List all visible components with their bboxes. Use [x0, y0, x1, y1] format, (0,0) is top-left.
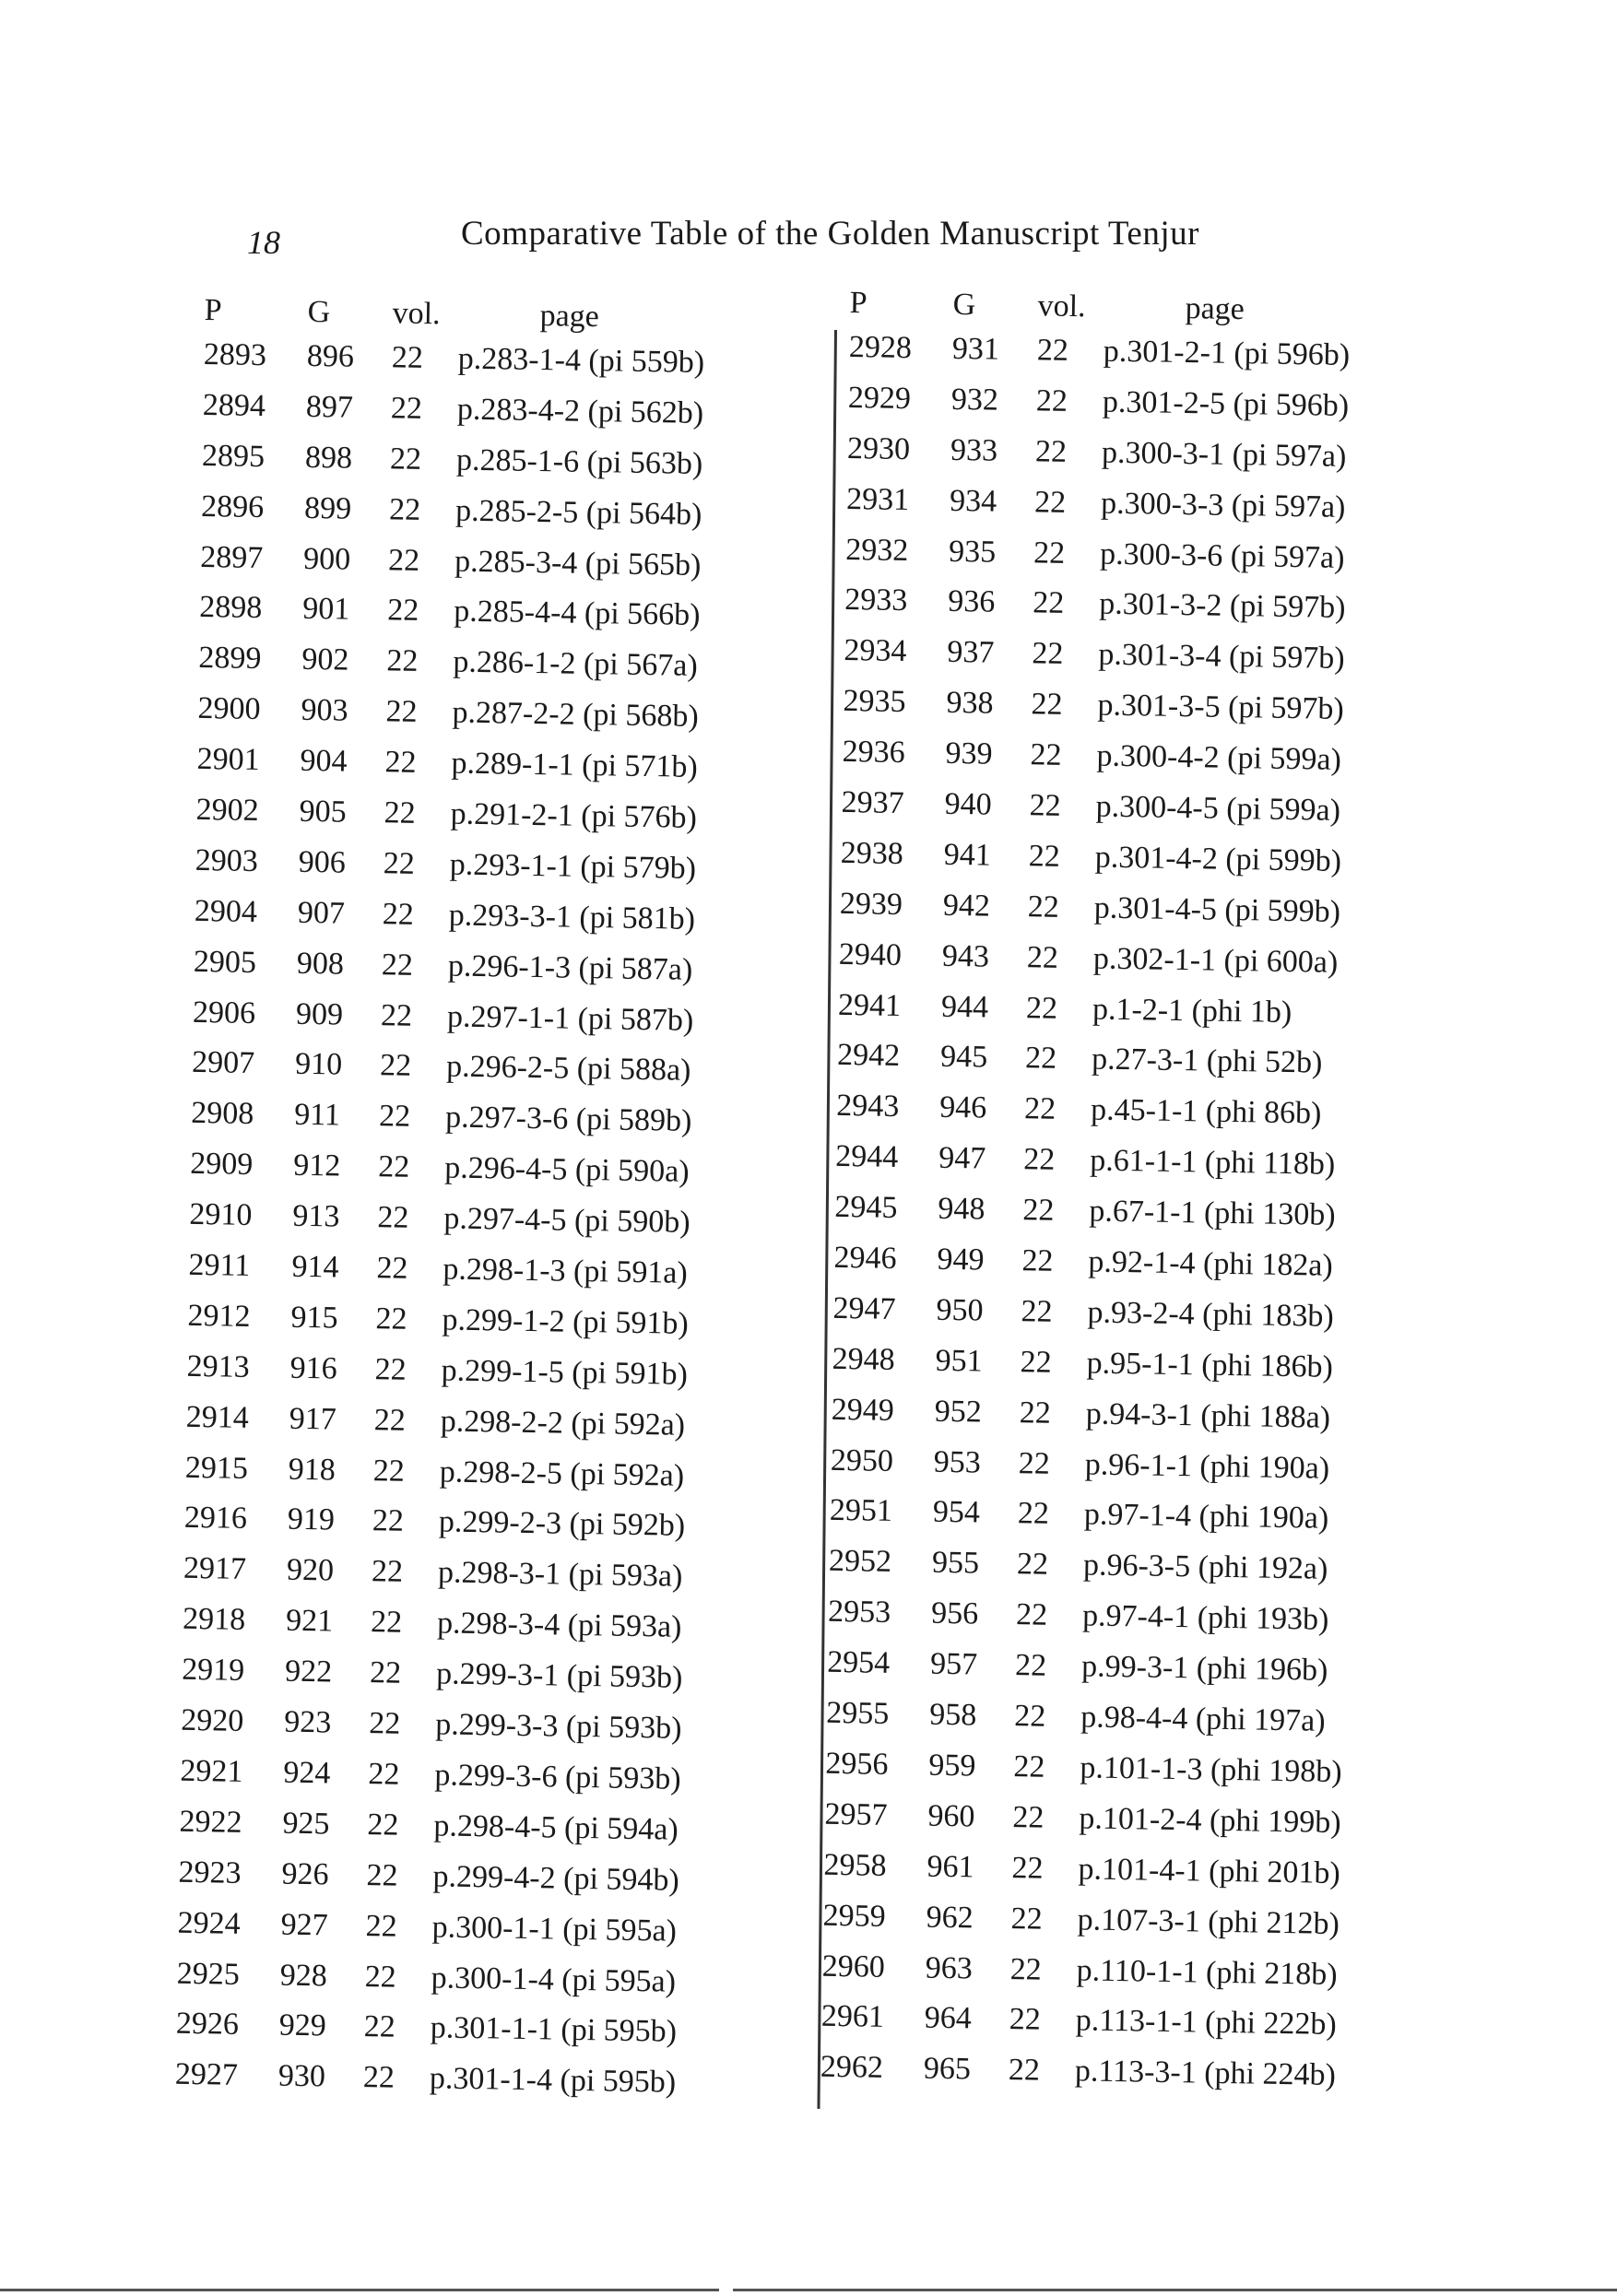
cell-page: p.301-3-2 (pi 597b)	[1099, 586, 1346, 626]
cell-g: 941	[943, 837, 992, 873]
header-p: P	[204, 293, 222, 328]
cell-vol: 22	[367, 1807, 399, 1843]
cell-g: 956	[930, 1595, 979, 1631]
header-page: page	[1185, 291, 1245, 327]
cell-page: p.296-2-5 (pi 588a)	[445, 1049, 691, 1089]
cell-g: 950	[936, 1292, 984, 1328]
cell-vol: 22	[363, 2009, 396, 2045]
cell-p: 2948	[832, 1341, 895, 1377]
cell-g: 905	[299, 794, 347, 830]
cell-vol: 22	[369, 1655, 402, 1690]
cell-page: p.296-1-3 (pi 587a)	[447, 948, 693, 987]
cell-p: 2928	[848, 329, 913, 366]
cell-g: 964	[924, 2000, 973, 2036]
table-row	[174, 2057, 839, 2119]
cell-page: p.300-4-5 (pi 599a)	[1095, 789, 1341, 828]
cell-p: 2898	[199, 590, 263, 626]
cell-p: 2919	[181, 1652, 245, 1689]
cell-p: 2933	[844, 583, 908, 618]
cell-page: p.61-1-1 (phi 118b)	[1089, 1143, 1336, 1183]
cell-g: 931	[951, 331, 1000, 367]
cell-g: 943	[941, 938, 990, 974]
cell-vol: 22	[374, 1352, 407, 1387]
cell-page: p.301-3-4 (pi 597b)	[1098, 637, 1345, 677]
cell-p: 2912	[187, 1298, 251, 1334]
cell-g: 898	[304, 440, 353, 476]
cell-g: 928	[279, 1958, 328, 1993]
cell-vol: 22	[368, 1706, 401, 1741]
cell-page: p.101-1-3 (phi 198b)	[1080, 1750, 1342, 1790]
cell-page: p.300-3-6 (pi 597a)	[1099, 536, 1345, 575]
cell-page: p.113-3-1 (phi 224b)	[1074, 2054, 1337, 2093]
cell-p: 2950	[830, 1442, 894, 1478]
cell-p: 2944	[835, 1139, 899, 1175]
cell-page: p.101-4-1 (phi 201b)	[1078, 1852, 1341, 1890]
cell-vol: 22	[387, 593, 419, 629]
cell-p: 2951	[829, 1493, 893, 1529]
cell-vol: 22	[1013, 1749, 1045, 1784]
header-g: G	[952, 287, 976, 323]
cell-g: 959	[928, 1748, 976, 1784]
bottom-rule	[0, 2289, 719, 2291]
cell-vol: 22	[386, 643, 419, 679]
cell-page: p.107-3-1 (phi 212b)	[1077, 1902, 1340, 1941]
cell-vol: 22	[1034, 434, 1068, 469]
cell-p: 2955	[826, 1695, 890, 1731]
cell-page: p.283-4-2 (pi 562b)	[456, 392, 704, 430]
cell-p: 2937	[841, 784, 905, 821]
cell-page: p.285-2-5 (pi 564b)	[454, 493, 702, 532]
cell-g: 948	[938, 1191, 986, 1227]
cell-page: p.113-1-1 (phi 222b)	[1075, 2003, 1338, 2043]
cell-p: 2945	[834, 1190, 898, 1226]
cell-g: 911	[293, 1098, 341, 1133]
cell-vol: 22	[1023, 1142, 1056, 1178]
cell-vol: 22	[368, 1757, 400, 1792]
bottom-rule	[733, 2289, 1617, 2291]
cell-p: 2940	[838, 936, 903, 972]
cell-page: p.283-1-4 (pi 559b)	[457, 341, 705, 380]
cell-vol: 22	[1023, 1091, 1056, 1127]
cell-p: 2901	[196, 742, 260, 778]
cell-g: 908	[296, 946, 345, 982]
cell-p: 2947	[832, 1290, 896, 1326]
cell-p: 2897	[199, 539, 264, 575]
cell-vol: 22	[380, 997, 413, 1033]
cell-page: p.98-4-4 (phi 197a)	[1080, 1700, 1326, 1738]
cell-g: 933	[950, 432, 998, 468]
cell-p: 2913	[186, 1348, 250, 1384]
cell-vol: 22	[366, 1857, 398, 1893]
cell-page: p.286-1-2 (pi 567a)	[453, 644, 698, 684]
cell-vol: 22	[1030, 737, 1062, 772]
cell-vol: 22	[378, 1149, 410, 1185]
cell-g: 952	[934, 1394, 983, 1430]
cell-g: 917	[289, 1401, 337, 1437]
cell-p: 2954	[826, 1644, 891, 1681]
cell-page: p.297-1-1 (pi 587b)	[446, 999, 694, 1038]
cell-g: 947	[938, 1140, 986, 1176]
cell-page: p.298-3-1 (pi 593a)	[437, 1555, 683, 1595]
cell-g: 901	[302, 592, 350, 628]
cell-g: 949	[937, 1242, 985, 1278]
cell-page: p.300-3-1 (pi 597a)	[1101, 435, 1347, 474]
cell-g: 934	[949, 483, 997, 519]
cell-p: 2904	[194, 893, 258, 929]
cell-g: 910	[294, 1047, 343, 1083]
cell-p: 2921	[180, 1753, 243, 1789]
cell-vol: 22	[1036, 333, 1069, 368]
cell-vol: 22	[1033, 535, 1066, 571]
cell-g: 921	[285, 1603, 334, 1639]
cell-vol: 22	[387, 542, 420, 578]
cell-p: 2927	[174, 2057, 239, 2093]
cell-vol: 22	[1017, 1496, 1050, 1532]
cell-g: 915	[290, 1300, 338, 1336]
cell-vol: 22	[1019, 1395, 1052, 1431]
cell-page: p.285-3-4 (pi 565b)	[454, 544, 702, 583]
cell-page: p.298-3-4 (pi 593a)	[436, 1606, 682, 1645]
cell-vol: 22	[1033, 585, 1065, 621]
cell-page: p.67-1-1 (phi 130b)	[1089, 1194, 1336, 1233]
cell-p: 2903	[195, 842, 259, 878]
cell-p: 2893	[203, 336, 267, 373]
cell-p: 2946	[833, 1240, 897, 1277]
cell-p: 2906	[192, 995, 256, 1030]
cell-page: p.299-1-2 (pi 591b)	[442, 1302, 690, 1341]
cell-g: 897	[305, 389, 354, 425]
cell-p: 2922	[179, 1804, 242, 1840]
cell-g: 914	[291, 1249, 339, 1285]
cell-p: 2924	[177, 1905, 241, 1941]
cell-g: 935	[948, 534, 997, 570]
cell-vol: 22	[1029, 788, 1061, 823]
cell-page: p.301-2-1 (pi 596b)	[1103, 334, 1351, 372]
cell-p: 2908	[190, 1096, 254, 1132]
cell-vol: 22	[389, 442, 422, 477]
cell-p: 2923	[178, 1854, 242, 1890]
cell-g: 960	[927, 1798, 975, 1834]
cell-g: 906	[298, 844, 347, 880]
cell-page: p.287-2-2 (pi 568b)	[452, 695, 700, 735]
cell-vol: 22	[1033, 485, 1067, 520]
page-number: 18	[247, 224, 280, 261]
cell-p: 2926	[175, 2007, 240, 2043]
cell-vol: 22	[372, 1453, 406, 1489]
cell-vol: 22	[1013, 1699, 1046, 1734]
cell-p: 2932	[844, 532, 909, 568]
cell-page: p.299-4-2 (pi 594b)	[432, 1859, 680, 1898]
table-row	[820, 2050, 1484, 2112]
cell-g: 945	[939, 1040, 988, 1076]
cell-vol: 22	[1028, 839, 1061, 874]
cell-page: p.96-1-1 (phi 190a)	[1084, 1446, 1330, 1486]
cell-page: p.285-4-4 (pi 566b)	[454, 594, 701, 633]
cell-g: 925	[282, 1806, 330, 1842]
cell-g: 963	[925, 1950, 974, 1985]
cell-page: p.300-1-4 (pi 595a)	[431, 1960, 677, 1999]
cell-page: p.1-2-1 (phi 1b)	[1092, 992, 1292, 1030]
cell-p: 2925	[176, 1956, 241, 1992]
cell-page: p.97-1-4 (phi 190a)	[1083, 1497, 1329, 1537]
cell-vol: 22	[384, 795, 416, 830]
cell-p: 2941	[837, 987, 902, 1023]
cell-g: 903	[301, 693, 348, 728]
header-g: G	[307, 294, 331, 330]
cell-page: p.301-4-2 (pi 599b)	[1094, 840, 1342, 878]
cell-p: 2915	[184, 1450, 249, 1486]
header-vol: vol.	[392, 296, 441, 332]
cell-vol: 22	[391, 340, 424, 375]
cell-page: p.296-4-5 (pi 590a)	[443, 1150, 690, 1190]
cell-page: p.301-4-5 (pi 599b)	[1093, 890, 1341, 929]
cell-g: 940	[944, 786, 992, 822]
cell-g: 962	[926, 1900, 974, 1936]
cell-p: 2961	[820, 1999, 885, 2035]
cell-vol: 22	[365, 1908, 397, 1944]
cell-page: p.92-1-4 (phi 182a)	[1088, 1244, 1334, 1283]
cell-p: 2939	[839, 886, 903, 922]
cell-p: 2956	[825, 1746, 889, 1782]
cell-page: p.298-2-2 (pi 592a)	[440, 1404, 686, 1442]
cell-page: p.299-3-3 (pi 593b)	[434, 1707, 682, 1746]
cell-vol: 22	[375, 1301, 407, 1336]
cell-p: 2960	[821, 1949, 886, 1984]
cell-page: p.289-1-1 (pi 571b)	[451, 746, 699, 785]
cell-vol: 22	[1022, 1193, 1055, 1228]
cell-page: p.293-1-1 (pi 579b)	[449, 847, 697, 886]
cell-vol: 22	[1009, 2002, 1042, 2038]
cell-vol: 22	[1008, 2053, 1041, 2088]
cell-p: 2896	[200, 489, 265, 524]
cell-p: 2957	[824, 1796, 888, 1832]
cell-g: 944	[940, 989, 989, 1025]
cell-vol: 22	[1020, 1345, 1052, 1380]
cell-g: 946	[938, 1090, 987, 1125]
cell-p: 2962	[820, 2050, 884, 2086]
cell-page: p.96-3-5 (phi 192a)	[1082, 1548, 1328, 1587]
cell-page: p.300-1-1 (pi 595a)	[431, 1909, 678, 1949]
cell-g: 929	[278, 2008, 327, 2043]
cell-g: 900	[302, 541, 351, 577]
cell-vol: 22	[362, 2060, 395, 2095]
cell-p: 2916	[183, 1501, 248, 1537]
cell-page: p.299-1-5 (pi 591b)	[441, 1353, 689, 1392]
cell-g: 907	[297, 895, 346, 931]
cell-p: 2895	[201, 438, 266, 474]
cell-page: p.299-2-3 (pi 592b)	[438, 1504, 686, 1544]
cell-vol: 22	[1009, 1951, 1043, 1987]
cell-g: 937	[947, 635, 995, 670]
cell-p: 2929	[847, 380, 912, 416]
header-p: P	[849, 286, 868, 321]
cell-g: 922	[284, 1654, 333, 1690]
cell-vol: 22	[1018, 1445, 1051, 1481]
cell-vol: 22	[1014, 1648, 1047, 1683]
cell-g: 918	[288, 1452, 336, 1488]
cell-g: 958	[929, 1697, 977, 1733]
cell-vol: 22	[1026, 939, 1059, 975]
cell-p: 2909	[190, 1147, 254, 1183]
cell-g: 923	[284, 1704, 332, 1740]
cell-vol: 22	[384, 745, 417, 780]
cell-page: p.95-1-1 (phi 186b)	[1086, 1346, 1334, 1384]
table-body	[174, 337, 868, 2119]
header-page: page	[539, 299, 600, 335]
cell-vol: 22	[381, 947, 414, 983]
cell-p: 2942	[836, 1038, 901, 1074]
cell-page: p.94-3-1 (phi 188a)	[1085, 1396, 1331, 1435]
cell-page: p.301-2-5 (pi 596b)	[1102, 384, 1350, 423]
cell-vol: 22	[364, 1959, 397, 1995]
cell-p: 2894	[202, 387, 266, 423]
cell-vol: 22	[1016, 1547, 1049, 1583]
cell-p: 2953	[827, 1595, 891, 1631]
cell-g: 954	[932, 1495, 981, 1531]
cell-p: 2930	[846, 430, 911, 466]
cell-vol: 22	[1021, 1243, 1054, 1278]
cell-page: p.298-2-5 (pi 592a)	[439, 1454, 685, 1493]
cell-vol: 22	[1021, 1294, 1053, 1329]
cell-p: 2934	[844, 633, 907, 669]
cell-vol: 22	[388, 492, 421, 527]
cell-g: 924	[283, 1755, 331, 1791]
cell-page: p.301-3-5 (pi 597b)	[1097, 688, 1345, 727]
cell-p: 2949	[831, 1392, 895, 1428]
cell-g: 899	[303, 490, 352, 526]
cell-vol: 22	[371, 1554, 404, 1590]
cell-page: p.45-1-1 (phi 86b)	[1090, 1092, 1322, 1131]
cell-g: 961	[927, 1849, 974, 1885]
cell-g: 930	[277, 2058, 326, 2094]
cell-p: 2900	[197, 691, 261, 727]
cell-g: 955	[931, 1546, 980, 1581]
cell-page: p.298-4-5 (pi 594a)	[433, 1808, 679, 1847]
cell-g: 965	[923, 2051, 972, 2087]
cell-vol: 22	[390, 391, 423, 426]
cell-g: 926	[281, 1856, 329, 1892]
cell-g: 932	[950, 382, 999, 418]
table-body	[820, 330, 1513, 2112]
cell-page: p.301-1-1 (pi 595b)	[430, 2010, 678, 2050]
cell-g: 916	[289, 1350, 337, 1386]
cell-p: 2935	[843, 684, 906, 720]
cell-page: p.302-1-1 (pi 600a)	[1092, 941, 1339, 980]
cell-vol: 22	[370, 1605, 403, 1641]
cell-g: 953	[933, 1444, 982, 1480]
cell-page: p.101-2-4 (phi 199b)	[1079, 1801, 1341, 1840]
cell-p: 2938	[840, 835, 904, 871]
cell-p: 2959	[822, 1898, 886, 1934]
cell-vol: 22	[372, 1503, 405, 1539]
cell-vol: 22	[1011, 1850, 1044, 1886]
cell-page: p.297-3-6 (pi 589b)	[444, 1100, 692, 1139]
cell-g: 920	[286, 1553, 335, 1588]
cell-vol: 22	[376, 1251, 408, 1286]
cell-p: 2902	[195, 792, 260, 829]
cell-g: 939	[945, 736, 993, 771]
cell-page: p.291-2-1 (pi 576b)	[450, 796, 698, 835]
cell-g: 927	[280, 1907, 328, 1943]
cell-g: 913	[292, 1198, 340, 1234]
cell-p: 2918	[182, 1602, 246, 1638]
cell-g: 919	[287, 1502, 336, 1538]
cell-page: p.293-3-1 (pi 581b)	[448, 898, 696, 936]
cell-g: 909	[295, 996, 344, 1032]
cell-vol: 22	[377, 1200, 409, 1235]
cell-vol: 22	[385, 694, 418, 730]
cell-p: 2914	[185, 1399, 250, 1435]
cell-p: 2936	[842, 735, 905, 771]
cell-g: 936	[948, 584, 996, 620]
cell-p: 2952	[828, 1544, 892, 1580]
cell-page: p.93-2-4 (phi 183b)	[1087, 1295, 1335, 1334]
cell-g: 951	[935, 1343, 983, 1379]
cell-g: 904	[300, 743, 348, 779]
table-left-column	[174, 293, 868, 2119]
cell-page: p.99-3-1 (phi 196b)	[1080, 1649, 1328, 1688]
cell-vol: 22	[373, 1402, 407, 1438]
cell-page: p.300-3-3 (pi 597a)	[1100, 486, 1346, 524]
running-title: Comparative Table of the Golden Manuscript Tenjur	[461, 215, 1199, 253]
cell-page: p.298-1-3 (pi 591a)	[443, 1252, 689, 1290]
cell-p: 2920	[181, 1702, 244, 1738]
cell-vol: 22	[1035, 383, 1068, 418]
cell-page: p.297-4-5 (pi 590b)	[443, 1201, 690, 1241]
cell-vol: 22	[1032, 636, 1064, 672]
cell-vol: 22	[1025, 990, 1058, 1026]
cell-page: p.299-3-1 (pi 593b)	[435, 1656, 683, 1695]
cell-page: p.299-3-6 (pi 593b)	[434, 1758, 681, 1796]
cell-p: 2899	[198, 641, 262, 677]
cell-g: 938	[946, 686, 994, 721]
cell-page: p.110-1-1 (phi 218b)	[1076, 1952, 1338, 1992]
cell-page: p.27-3-1 (phi 52b)	[1091, 1042, 1323, 1081]
cell-vol: 22	[378, 1099, 411, 1135]
cell-p: 2931	[845, 481, 910, 517]
cell-g: 957	[929, 1646, 978, 1682]
cell-p: 2943	[835, 1089, 900, 1124]
cell-p: 2905	[193, 944, 257, 980]
cell-page: p.97-4-1 (phi 193b)	[1081, 1598, 1329, 1638]
table-right-column	[820, 286, 1514, 2112]
cell-vol: 22	[1031, 687, 1063, 723]
cell-page: p.300-4-2 (pi 599a)	[1096, 738, 1342, 778]
cell-p: 2907	[191, 1045, 255, 1081]
cell-g: 896	[306, 338, 355, 374]
cell-vol: 22	[383, 846, 416, 881]
cell-vol: 22	[1027, 889, 1060, 924]
cell-p: 2910	[189, 1197, 253, 1233]
cell-vol: 22	[1024, 1041, 1057, 1077]
cell-vol: 22	[1010, 1901, 1043, 1937]
cell-g: 902	[301, 642, 349, 677]
cell-g: 942	[942, 888, 991, 924]
cell-vol: 22	[1012, 1799, 1045, 1835]
cell-vol: 22	[1015, 1597, 1048, 1633]
cell-page: p.285-1-6 (pi 563b)	[455, 442, 703, 481]
cell-vol: 22	[382, 897, 415, 932]
header-vol: vol.	[1037, 288, 1086, 324]
cell-g: 912	[293, 1148, 341, 1183]
cell-p: 2911	[188, 1247, 251, 1283]
cell-vol: 22	[379, 1048, 412, 1084]
cell-page: p.301-1-4 (pi 595b)	[429, 2061, 677, 2101]
cell-p: 2917	[183, 1551, 247, 1587]
cell-p: 2958	[823, 1847, 887, 1883]
